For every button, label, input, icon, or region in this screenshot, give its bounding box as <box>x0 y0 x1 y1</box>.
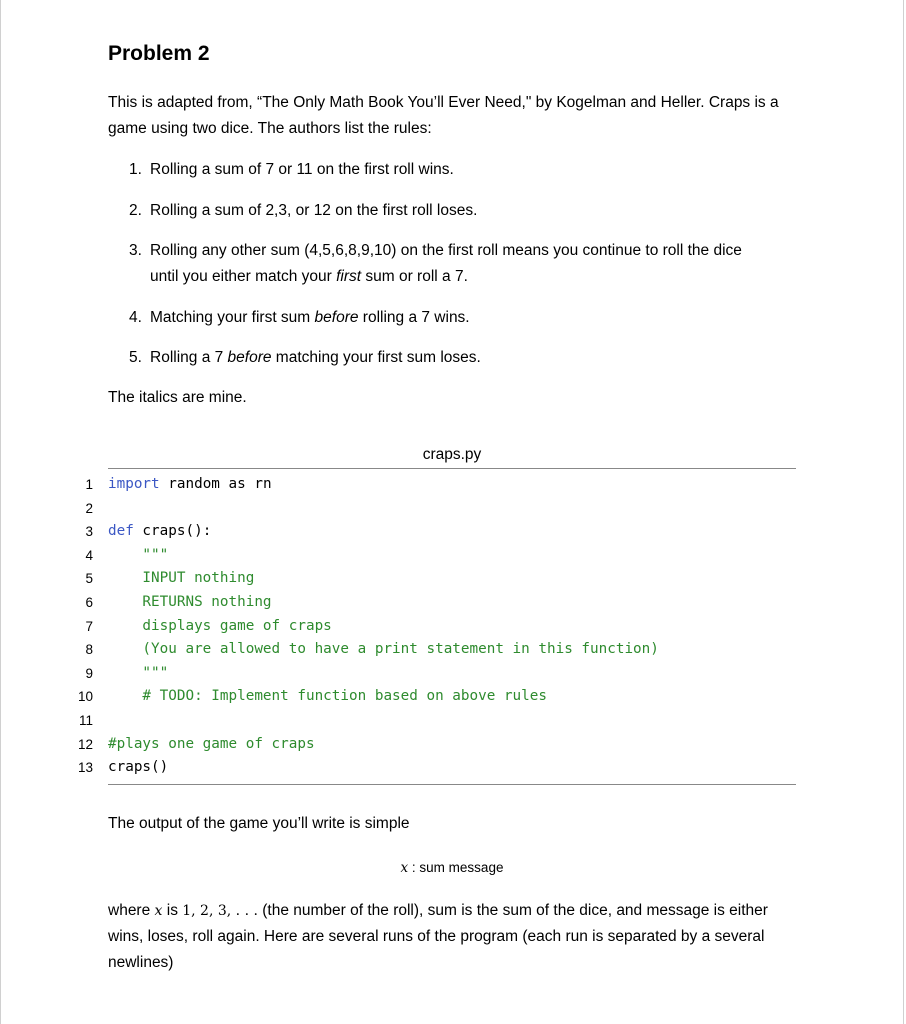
code-text <box>108 615 332 639</box>
code-text <box>108 544 168 568</box>
code-docstring: """ <box>108 546 169 563</box>
line-number: 6 <box>85 595 93 610</box>
rule-item-3 <box>129 238 799 290</box>
code-docstring: RETURNS nothing <box>108 594 272 610</box>
rule-text-emphasis: before <box>314 309 359 326</box>
line-number: 12 <box>77 736 93 752</box>
line-number: 8 <box>85 642 93 658</box>
description-variable: x <box>154 903 163 919</box>
rule-item-1 <box>129 157 799 183</box>
line-number: 9 <box>85 665 93 681</box>
code-comment: # TODO: Implement function based on above rules <box>108 688 547 705</box>
rule-text-line1: Rolling any other sum (4,5,6,8,9,10) on the first roll means you continue to roll the dice <box>150 242 742 259</box>
rule-item-4 <box>129 305 799 331</box>
rule-text-line2 <box>129 268 468 285</box>
rule-text: Rolling a sum of 7 or 11 on the first roll wins. <box>150 161 454 178</box>
code-statement: craps() <box>108 759 169 776</box>
formula-variable: x <box>400 860 409 876</box>
output-description <box>108 898 803 976</box>
rule-number: 2. <box>129 202 142 219</box>
italics-note: The italics are mine. <box>108 389 247 406</box>
code-docstring: displays game of craps <box>108 617 332 634</box>
description-text: is <box>162 902 183 919</box>
intro-paragraph: This is adapted from, “The Only Math Book You’ll Ever Need," by Kogelman and Heller. Craps is a game using two dice. The authors list the rules: <box>108 94 779 137</box>
line-number: 13 <box>77 760 93 776</box>
code-identifier: craps(): <box>133 523 212 540</box>
line-number: 11 <box>78 713 93 728</box>
rule-text-post: sum or roll a 7. <box>361 268 468 285</box>
code-keyword: import <box>108 476 160 492</box>
code-text <box>108 638 659 662</box>
rule-text-pre: Matching your first sum <box>150 309 315 326</box>
code-text <box>108 685 547 709</box>
rule-text-pre: Rolling a 7 <box>150 349 228 366</box>
page-left-edge <box>0 0 1 1024</box>
code-text <box>108 662 168 686</box>
code-docstring: INPUT nothing <box>108 570 255 587</box>
formula-text: sum message <box>419 860 504 875</box>
rule-item-5 <box>129 345 799 371</box>
code-text <box>108 733 315 757</box>
line-number: 1 <box>85 477 93 492</box>
line-number: 4 <box>85 547 93 563</box>
rule-number: 4. <box>129 309 142 326</box>
rule-text-pre: until you either match your <box>150 268 337 285</box>
code-comment: #plays one game of craps <box>108 735 315 752</box>
code-text <box>108 520 211 544</box>
code-keyword: def <box>108 523 134 540</box>
line-number: 7 <box>85 618 93 634</box>
description-text: where <box>108 902 155 919</box>
rule-text-emphasis: first <box>336 268 362 285</box>
rule-text-post: rolling a 7 wins. <box>358 309 470 326</box>
code-text <box>108 756 168 780</box>
code-text <box>108 567 254 591</box>
line-number: 5 <box>85 571 93 587</box>
description-text: (the number of the roll), sum is the sum of the dice, and message is either wins, loses, roll again. Here are several runs of the program (each run is separated by a several newlines) <box>108 902 768 971</box>
page-right-edge <box>903 0 904 1024</box>
rule-text-emphasis: before <box>227 349 272 366</box>
line-number: 3 <box>85 524 93 540</box>
code-identifier: random as rn <box>159 476 272 492</box>
code-filename: craps.py <box>422 446 482 463</box>
line-number: 10 <box>77 689 93 705</box>
line-number: 2 <box>85 500 93 516</box>
output-intro: The output of the game you’ll write is simple <box>108 815 410 832</box>
rule-number: 5. <box>129 349 142 366</box>
rule-item-2 <box>129 198 799 224</box>
code-bottom-rule <box>108 784 796 785</box>
output-format-formula <box>108 855 796 881</box>
rule-text: Rolling a sum of 2,3, or 12 on the first roll loses. <box>150 202 478 219</box>
rule-number: 3. <box>129 242 142 259</box>
code-docstring: """ <box>108 664 169 681</box>
code-top-rule <box>108 468 796 469</box>
formula-separator: : <box>408 860 420 875</box>
rule-number: 1. <box>129 161 142 178</box>
code-text <box>108 473 272 497</box>
code-text <box>108 591 272 615</box>
description-sequence: 1, 2, 3, . . . <box>182 903 258 919</box>
code-docstring: (You are allowed to have a print statement in this function) <box>108 641 659 658</box>
section-heading: Problem 2 <box>108 42 210 65</box>
rule-text-post: matching your first sum loses. <box>271 349 481 366</box>
